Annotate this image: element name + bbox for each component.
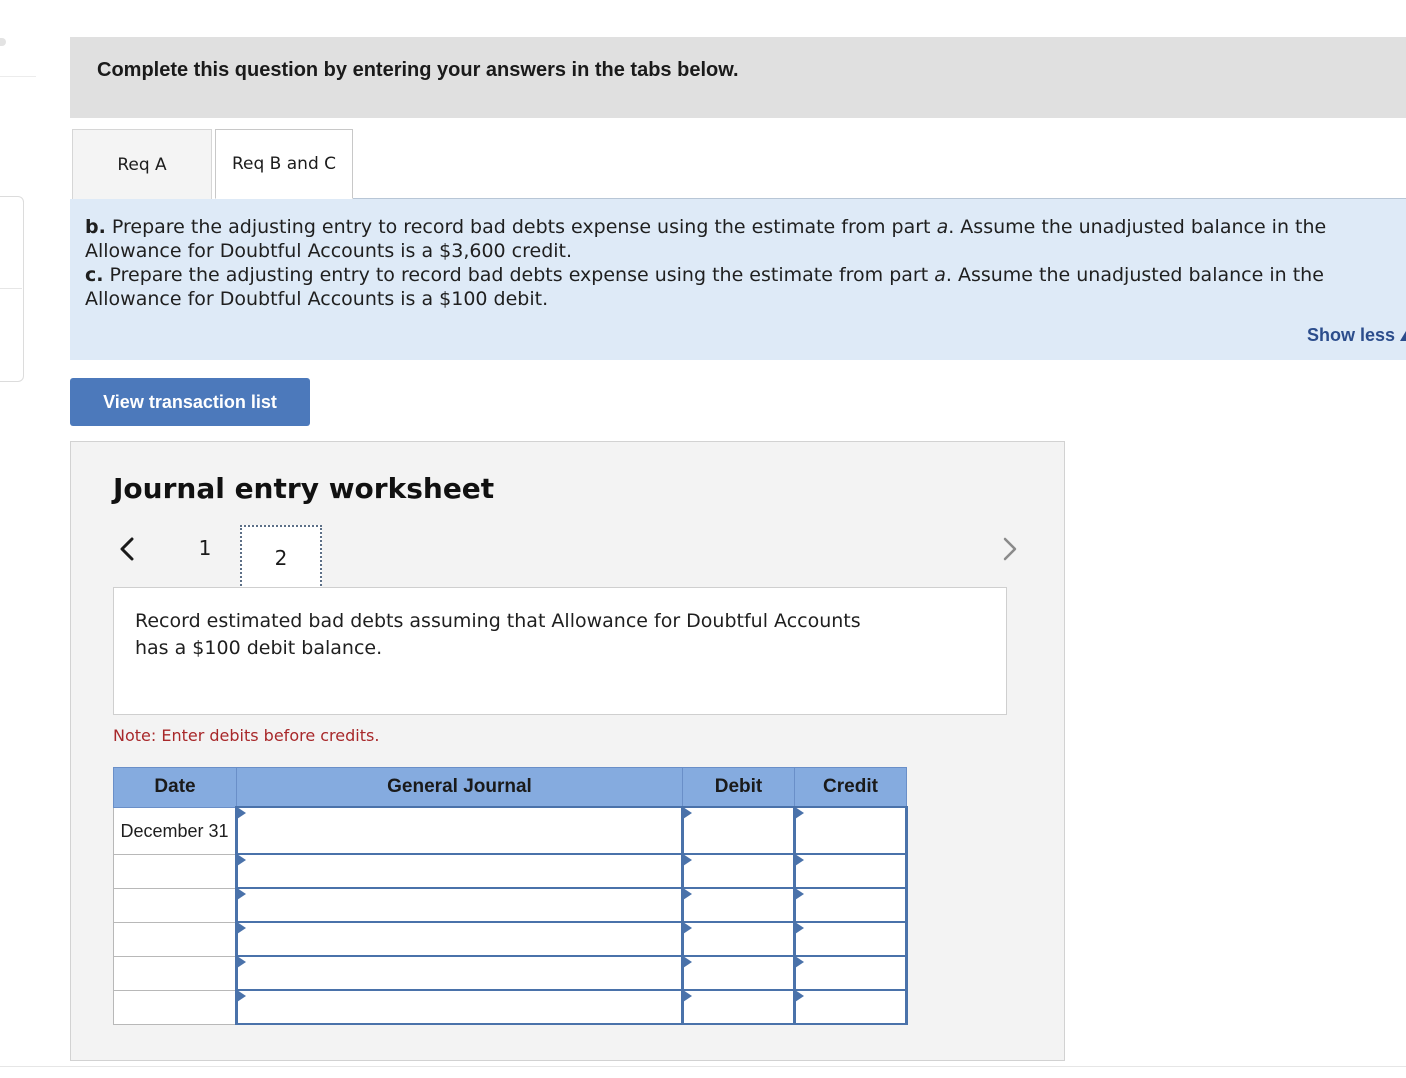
part-b-text: b. Prepare the adjusting entry to record bad debts expense using the estimate from part a. Assume the unadjusted balance in the Allowance for Doubtful Accounts is a $3,600 credit. — [85, 216, 1327, 262]
instruction-bar — [70, 37, 1406, 118]
prompt-text — [85, 215, 1390, 311]
view-transaction-list-button[interactable]: View transaction list — [70, 378, 310, 426]
credit-input[interactable] — [795, 888, 907, 922]
prev-entry-button[interactable] — [115, 534, 141, 564]
debit-input[interactable] — [683, 956, 795, 990]
column-header-debit: Debit — [683, 768, 795, 808]
date-cell[interactable]: December 31 — [114, 807, 237, 854]
debit-input[interactable] — [683, 922, 795, 956]
table-row — [114, 854, 907, 888]
date-cell[interactable] — [114, 922, 237, 956]
table-row — [114, 807, 907, 854]
date-cell[interactable] — [114, 956, 237, 990]
date-cell[interactable] — [114, 888, 237, 922]
account-select[interactable] — [237, 922, 683, 956]
account-select[interactable] — [237, 807, 683, 854]
chevron-right-icon — [997, 534, 1023, 564]
left-edge-decoration — [0, 38, 6, 46]
show-less-link[interactable]: Show less — [1307, 325, 1406, 346]
entry-description-box — [113, 587, 1007, 715]
account-select[interactable] — [237, 888, 683, 922]
entry-description: Record estimated bad debts assuming that Allowance for Doubtful Accounts has a $100 debit balance. — [135, 610, 861, 659]
account-select[interactable] — [237, 990, 683, 1024]
question-prompt — [70, 199, 1406, 360]
table-row — [114, 888, 907, 922]
column-header-credit: Credit — [795, 768, 907, 808]
column-header-general-journal: General Journal — [237, 768, 683, 808]
chevron-left-icon — [115, 534, 141, 564]
caret-up-icon — [1400, 331, 1406, 341]
worksheet-title: Journal entry worksheet — [113, 472, 495, 505]
credit-input[interactable] — [795, 990, 907, 1024]
entry-step-1[interactable]: 1 — [198, 536, 212, 560]
journal-table — [113, 767, 908, 1025]
credit-input[interactable] — [795, 807, 907, 854]
entry-step-2-active[interactable]: 2 — [240, 525, 322, 590]
date-cell[interactable] — [114, 990, 237, 1024]
date-cell[interactable] — [114, 854, 237, 888]
table-row — [114, 922, 907, 956]
left-side-panel-divider — [0, 288, 22, 289]
next-entry-button[interactable] — [997, 534, 1023, 564]
credit-input[interactable] — [795, 956, 907, 990]
table-row — [114, 990, 907, 1024]
debit-input[interactable] — [683, 888, 795, 922]
tab-req-a[interactable]: Req A — [72, 129, 212, 199]
tab-req-b-and-c[interactable]: Req B and C — [215, 129, 353, 199]
journal-header-row — [114, 768, 907, 808]
part-c-text: c. Prepare the adjusting entry to record bad debts expense using the estimate from part a. Assume the unadjusted balance in the Allowance for Doubtful Accounts is a $100 debit. — [85, 264, 1324, 310]
credit-input[interactable] — [795, 854, 907, 888]
journal-entry-worksheet — [70, 441, 1065, 1061]
debit-input[interactable] — [683, 990, 795, 1024]
account-select[interactable] — [237, 956, 683, 990]
instruction-text: Complete this question by entering your answers in the tabs below. — [97, 59, 739, 81]
debits-note: Note: Enter debits before credits. — [113, 726, 380, 745]
left-edge-divider — [0, 76, 36, 77]
page-bottom-divider — [0, 1066, 1406, 1067]
account-select[interactable] — [237, 854, 683, 888]
table-row — [114, 956, 907, 990]
left-side-panel — [0, 196, 24, 382]
credit-input[interactable] — [795, 922, 907, 956]
column-header-date: Date — [114, 768, 237, 808]
debit-input[interactable] — [683, 807, 795, 854]
debit-input[interactable] — [683, 854, 795, 888]
